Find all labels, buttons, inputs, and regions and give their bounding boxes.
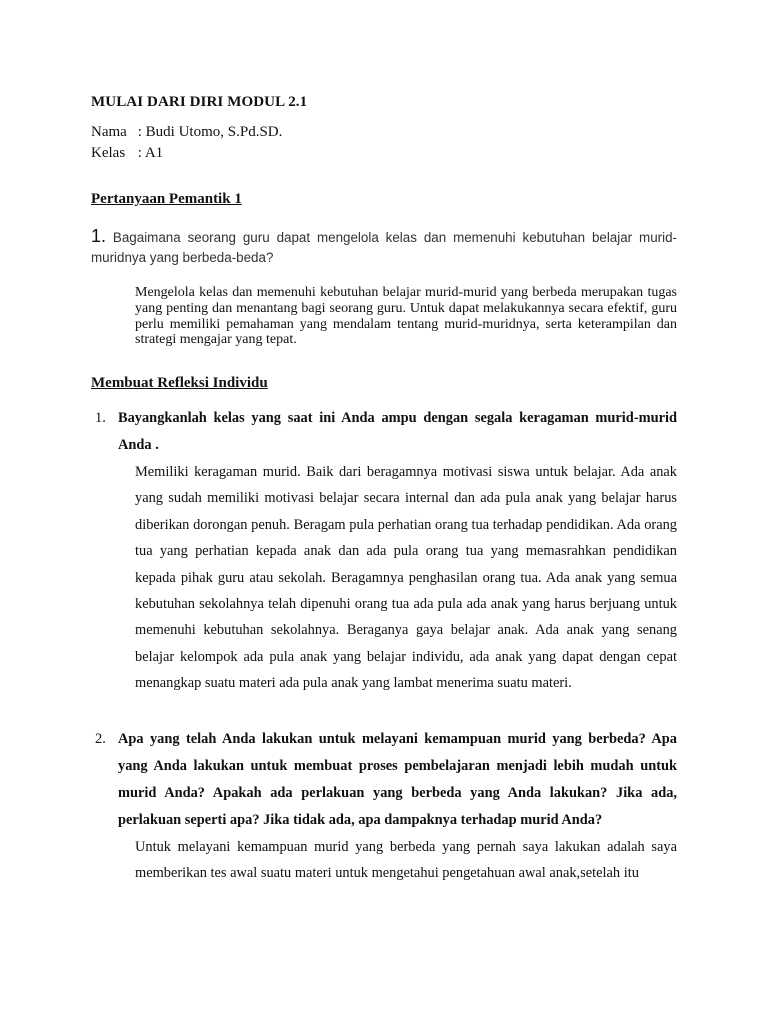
reflection-item-number: 1. xyxy=(95,410,106,426)
reflection-question: Bayangkanlah kelas yang saat ini Anda ampu dengan segala keragaman murid-murid Anda . xyxy=(118,410,677,453)
document-title: MULAI DARI DIRI MODUL 2.1 xyxy=(91,94,308,110)
reflection-answer: Untuk melayani kemampuan murid yang berbeda yang pernah saya lakukan adalah saya memberikan tes awal suatu materi untuk mengetahui pengetahuan awal anak,setelah itu xyxy=(135,839,677,882)
pemantik-answer: Mengelola kelas dan memenuhi kebutuhan belajar murid-murid yang berbeda merupakan tugas yang penting dan menantang bagi seorang guru. Untuk dapat melakukannya secara efektif, guru perlu memiliki pemahaman yang mendalam tentang murid-muridnya, serta keterampilan dan strategi mengajar yang tepat. xyxy=(135,285,677,348)
section-heading-refleksi: Membuat Refleksi Individu xyxy=(91,375,268,391)
name-value: : Budi Utomo, S.Pd.SD. xyxy=(137,124,283,140)
reflection-question: Apa yang telah Anda lakukan untuk melayani kemampuan murid yang berbeda? Apa yang Anda lakukan untuk membuat proses pembelajaran menjadi lebih mudah untuk murid Anda? Apakah ada perlakuan yang berbeda yang Anda lakukan? Jika ada, perlakuan seperti apa? Jika tidak ada, apa dampaknya terhadap murid Anda? xyxy=(118,731,677,828)
class-value: : A1 xyxy=(137,145,164,161)
reflection-item-number: 2. xyxy=(95,731,106,747)
pemantik-question-number: 1. xyxy=(91,226,107,246)
pemantik-question xyxy=(91,226,677,268)
pemantik-question-text: Bagaimana seorang guru dapat mengelola kelas dan memenuhi kebutuhan belajar murid-muridnya yang berbeda-beda? xyxy=(91,230,677,265)
class-row xyxy=(91,145,163,162)
reflection-answer: Memiliki keragaman murid. Baik dari beragamnya motivasi siswa untuk belajar. Ada anak yang sudah memiliki motivasi belajar secara internal dan ada pula anak yang belajar harus diberikan dorongan penuh. Beragam pula perhatian orang tua terhadap pendidikan. Ada orang tua yang perhatian kepada anak dan ada pula orang tua yang memasrahkan pendidikan kepada pihak guru atau sekolah. Beragamnya penghasilan orang tua. Ada anak yang semua kebutuhan sekolahnya telah dipenuhi orang tua ada pula ada anak yang harus berjuang untuk memenuhi kebutuhan sekolahnya. Beraganya gaya belajar anak. Ada anak yang senang belajar kelompok ada pula anak yang belajar individu, ada anak yang dapat dengan cepat menangkap suatu materi ada pula anak yang lambat menerima suatu materi. xyxy=(135,464,677,692)
class-label: Kelas xyxy=(91,145,126,161)
reflection-item-1 xyxy=(91,405,677,697)
name-row xyxy=(91,124,282,141)
reflection-item-2 xyxy=(91,726,677,887)
section-heading-pemantik: Pertanyaan Pemantik 1 xyxy=(91,191,242,207)
name-label: Nama xyxy=(91,124,127,140)
